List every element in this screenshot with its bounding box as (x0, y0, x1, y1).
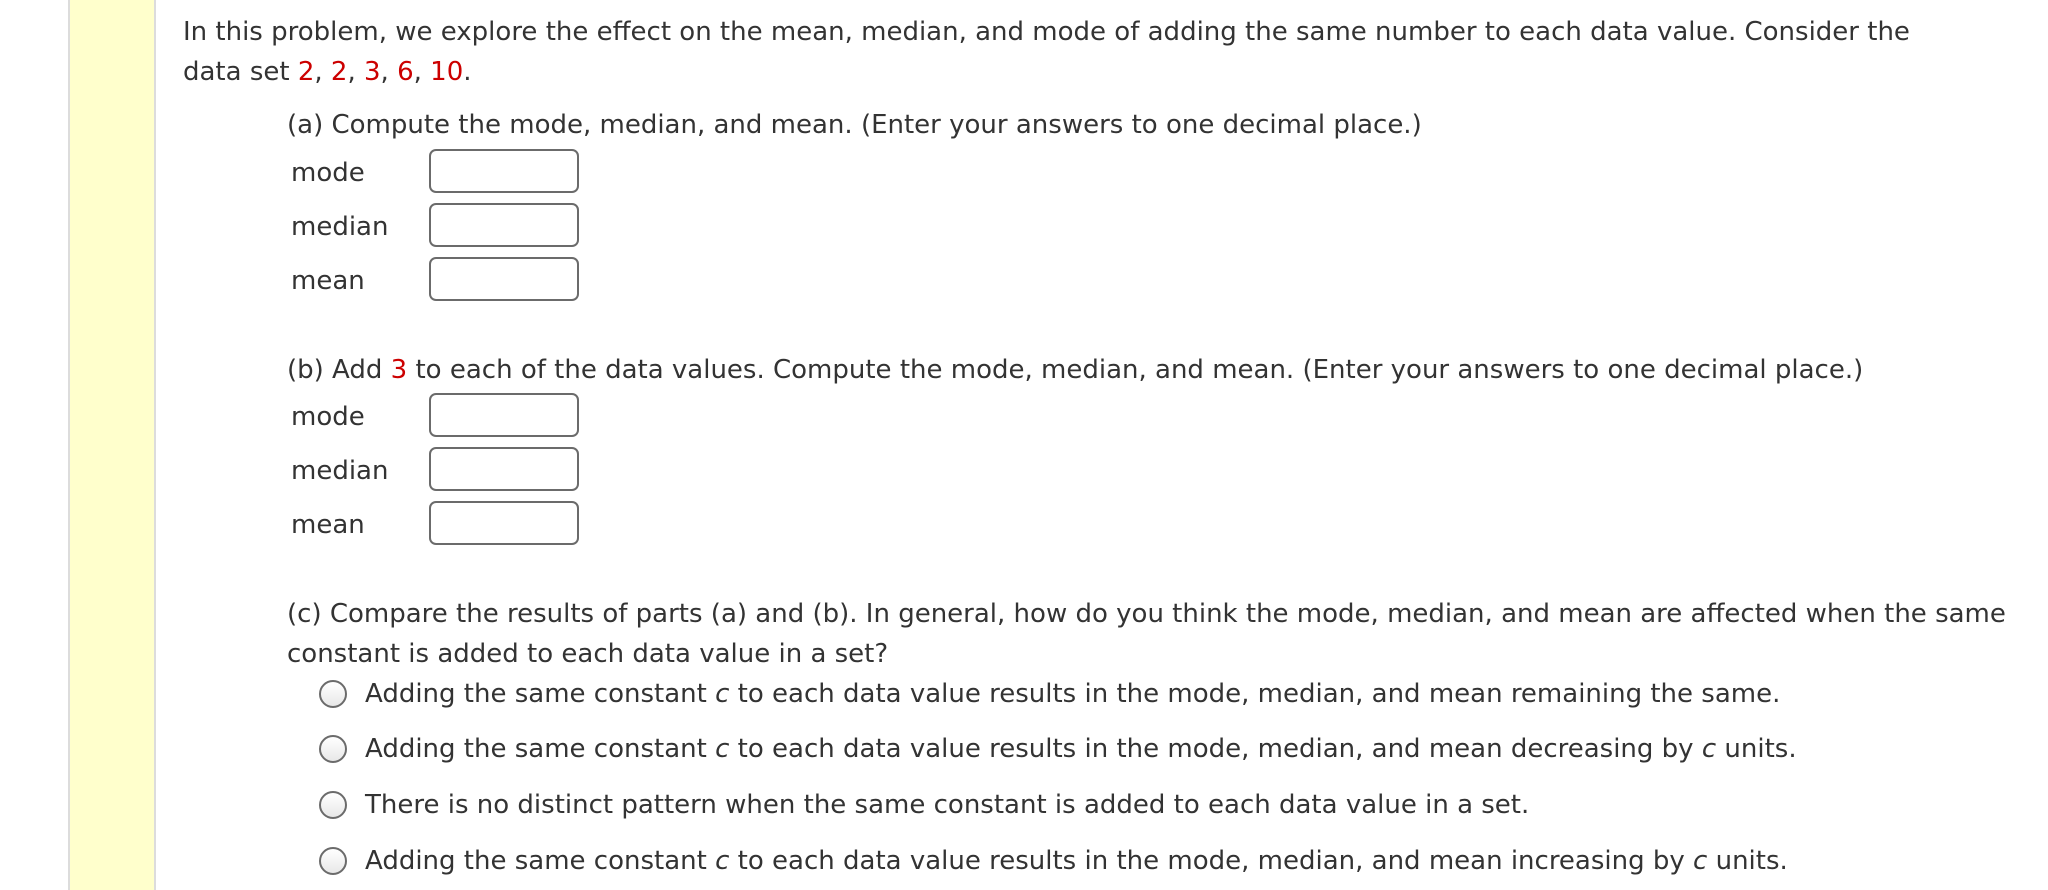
option-text: There is no distinct pattern when the same constant is added to each data value in a set. (365, 790, 1530, 820)
radio-button[interactable] (319, 847, 347, 875)
part-a-mode-input[interactable] (429, 149, 579, 193)
option-text-part: to each data value results in the mode, median, and mean increasing by (729, 846, 1694, 876)
variable-c: c (715, 679, 730, 709)
field-label: median (291, 212, 389, 242)
option-text-part: Adding the same constant (365, 679, 716, 709)
part-a-median-input[interactable] (429, 203, 579, 247)
separator: , (347, 57, 364, 87)
left-gutter (0, 0, 70, 890)
part-b-mode-input[interactable] (429, 393, 579, 437)
intro-suffix: . (463, 57, 472, 87)
field-label: median (291, 456, 389, 486)
variable-c: c (715, 734, 730, 764)
option-text-part: Adding the same constant (365, 734, 716, 764)
part-b-median-input[interactable] (429, 447, 579, 491)
option-text (365, 841, 1788, 881)
part-b-mean-input[interactable] (429, 501, 579, 545)
option-text (365, 674, 1780, 714)
field-label: mode (291, 402, 365, 432)
question-content (183, 0, 2023, 890)
radio-button[interactable] (319, 735, 347, 763)
separator: , (314, 57, 331, 87)
field-label: mean (291, 266, 365, 296)
part-b-heading-prefix: (b) Add (287, 355, 391, 385)
intro-text: In this problem, we explore the effect on the mean, median, and mode of adding the same number to each data value. Consider the data set (183, 17, 1910, 87)
option-text (365, 729, 1797, 769)
data-value: 10 (430, 57, 464, 87)
option-text-part: Adding the same constant (365, 846, 716, 876)
part-c-heading: (c) Compare the results of parts (a) and (b). In general, how do you think the mode, median, and mean are affected when the same constant is added to each data value in a set? (287, 599, 2006, 669)
data-value: 3 (364, 57, 381, 87)
separator: , (413, 57, 431, 87)
field-label: mean (291, 510, 365, 540)
variable-c: c (1693, 846, 1708, 876)
option-text-part: to each data value results in the mode, median, and mean remaining the same. (729, 679, 1781, 709)
problem-intro (183, 12, 1943, 92)
data-value: 2 (297, 57, 315, 87)
option-text-part: to each data value results in the mode, median, and mean decreasing by (729, 734, 1702, 764)
part-b-heading (287, 350, 2047, 390)
option-text-part: units. (1716, 734, 1797, 764)
variable-c: c (715, 846, 730, 876)
data-value: 6 (397, 57, 414, 87)
part-a-heading: (a) Compute the mode, median, and mean. (Enter your answers to one decimal place.) (287, 110, 1422, 140)
added-constant: 3 (390, 355, 408, 385)
radio-button[interactable] (319, 680, 347, 708)
variable-c: c (1701, 734, 1717, 764)
part-b-heading-suffix: to each of the data values. Compute the mode, median, and mean. (Enter your answers to one decimal place.) (407, 355, 1864, 385)
radio-button[interactable] (319, 791, 347, 819)
question-number-strip (70, 0, 156, 890)
data-value: 2 (330, 57, 348, 87)
option-text-part: units. (1707, 846, 1788, 876)
field-label: mode (291, 158, 365, 188)
part-a-mean-input[interactable] (429, 257, 579, 301)
separator: , (380, 57, 398, 87)
